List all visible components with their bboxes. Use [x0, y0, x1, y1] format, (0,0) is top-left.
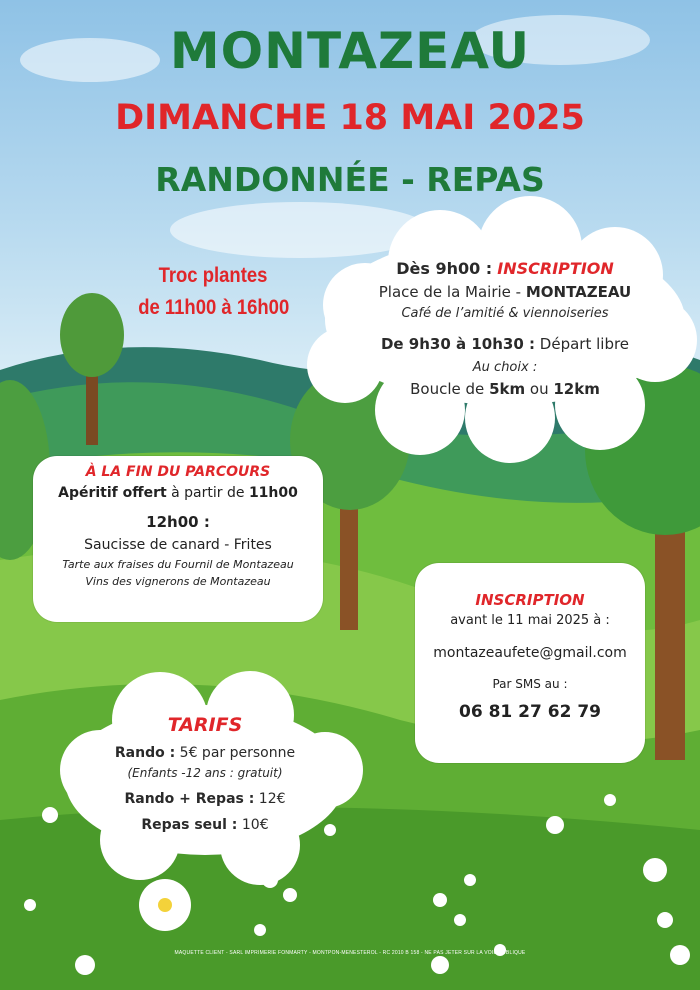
event-date: DIMANCHE 18 MAI 2025 — [115, 98, 585, 138]
troc-line-1: Troc plantes — [158, 264, 268, 287]
repas-price: 10€ — [241, 817, 269, 833]
inscription-time: Dès 9h00 : — [396, 259, 493, 278]
choice-text: Au choix : — [472, 360, 538, 375]
aperitif-offert: Apéritif offert — [58, 485, 167, 501]
rando-repas-price: 12€ — [258, 791, 286, 807]
tarifs-heading: TARIFS — [167, 714, 243, 736]
aperitif-time: 11h00 — [248, 485, 298, 501]
phone-number[interactable]: 06 81 27 62 79 — [459, 702, 601, 722]
depart-label: Départ libre — [539, 335, 630, 353]
fin-parcours-heading: À LA FIN DU PARCOURS — [85, 464, 271, 480]
footer-legal: MAQUETTE CLIENT - SARL IMPRIMERIE FONMARTY - MONTPON-MENESTEROL - RC 2010 B 158 - NE PAS JETER SUR LA VOIE PUBLIQUE — [174, 950, 526, 956]
cafe-text: Café de l’amitié & viennoiseries — [401, 306, 609, 321]
sms-label: Par SMS au : — [492, 677, 568, 691]
depart-time: De 9h30 à 10h30 : — [380, 335, 536, 353]
inscription-label: INSCRIPTION — [497, 259, 614, 278]
rando-price: 5€ par personne — [179, 745, 296, 761]
place-prefix: Place de la Mairie - — [378, 283, 522, 301]
aperitif-mid: à partir de — [171, 485, 245, 501]
troc-line-2: de 11h00 à 16h00 — [138, 296, 290, 319]
dessert-text: Tarte aux fraises du Fournil de Montazeau — [62, 558, 294, 571]
loop-5km: 5km — [489, 380, 526, 398]
fin-parcours-box — [33, 456, 323, 622]
rando-label: Rando : — [114, 745, 176, 761]
place-town: MONTAZEAU — [525, 283, 632, 301]
wine-text: Vins des vignerons de Montazeau — [85, 575, 271, 588]
inscription-cloud — [345, 258, 665, 400]
rando-repas-label: Rando + Repas : — [124, 791, 255, 807]
children-text: (Enfants -12 ans : gratuit) — [127, 766, 283, 780]
inscription-box-heading: INSCRIPTION — [475, 591, 585, 609]
inscription-box — [415, 563, 645, 763]
tarifs-cloud — [80, 712, 330, 838]
meal-text: Saucisse de canard - Frites — [84, 537, 272, 553]
deadline-text: avant le 11 mai 2025 à : — [450, 613, 610, 628]
loop-prefix: Boucle de — [410, 380, 485, 398]
page-title: MONTAZEAU — [169, 22, 531, 80]
email-link[interactable]: montazeaufete@gmail.com — [433, 645, 627, 661]
loop-or: ou — [529, 380, 549, 398]
loop-12km: 12km — [553, 380, 600, 398]
meal-time: 12h00 : — [146, 513, 210, 531]
repas-label: Repas seul : — [141, 817, 238, 833]
event-subtitle: RANDONNÉE - REPAS — [155, 160, 545, 199]
